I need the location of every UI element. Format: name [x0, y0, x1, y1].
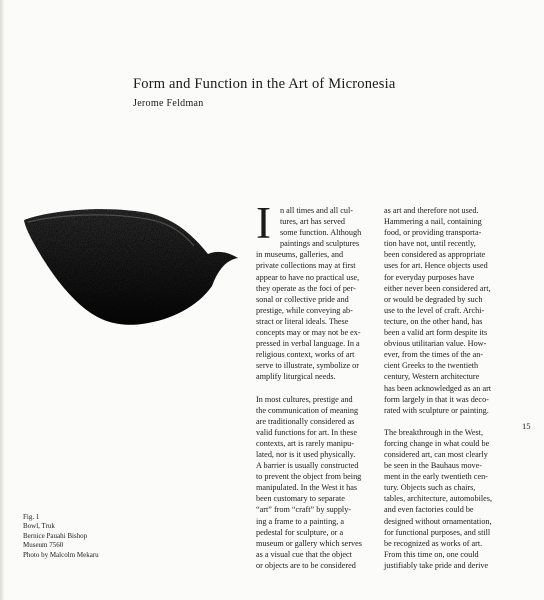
- text-line: “art” from “craft” by supply-: [256, 505, 352, 515]
- text-line: justifiably take pride and derive: [384, 560, 489, 570]
- paragraph: [256, 394, 374, 572]
- text-line: prestige, while conveying ab-: [256, 305, 353, 315]
- page-edge: [0, 0, 5, 600]
- text-line: museum or gallery which serves: [256, 538, 362, 548]
- text-line: private collections may at first: [256, 261, 356, 271]
- caption-line: Bowl, Truk: [23, 522, 55, 531]
- text-line: be recognized as works of art.: [384, 538, 483, 548]
- paragraph: [384, 427, 502, 571]
- text-line: has been acknowledged as an art: [384, 383, 492, 393]
- text-line: tures, art has served: [280, 217, 346, 227]
- text-line: the communication of meaning: [256, 405, 359, 415]
- text-line: contexts, art is rarely manipu-: [256, 438, 354, 448]
- caption-line: Bernice Pauahi Bishop: [23, 531, 88, 540]
- text-line: some function. Although: [280, 228, 362, 238]
- paragraph: [256, 249, 374, 382]
- paragraph-gap: [384, 416, 502, 427]
- text-line: n all times and all cul-: [280, 206, 353, 215]
- text-column-left: [256, 205, 374, 571]
- text-line: appear to have no practical use,: [256, 272, 360, 282]
- article-title: Form and Function in the Art of Micronesia: [133, 76, 396, 92]
- text-line: and even factories could be: [384, 505, 474, 515]
- caption-line: Photo by Malcolm Mekaru: [23, 550, 99, 559]
- text-line: ing a frame to a painting, a: [256, 516, 344, 526]
- text-line: stract or literal ideals. These: [256, 316, 349, 326]
- text-line: religious context, works of art: [256, 350, 355, 360]
- text-line: serve to illustrate, symbolize or: [256, 361, 359, 371]
- text-line: In most cultures, prestige and: [256, 394, 353, 404]
- text-line: pressed in verbal language. In a: [256, 339, 360, 349]
- text-line: they operate as the foci of per-: [256, 283, 356, 293]
- text-line: food, or providing transporta-: [384, 228, 482, 238]
- text-line: form largely in that it was deco-: [384, 394, 489, 404]
- text-line: obvious utilitarian value. How-: [384, 339, 487, 349]
- text-line: use to the level of craft. Archi-: [384, 305, 485, 315]
- paragraph: [256, 205, 374, 249]
- bowl-photograph: [22, 206, 240, 330]
- figure-caption: [23, 513, 163, 560]
- text-line: rated with sculpture or painting.: [384, 405, 489, 415]
- text-line: The breakthrough in the West,: [384, 427, 484, 437]
- text-line: or would be degraded by such: [384, 294, 483, 304]
- caption-line: Fig. 1: [23, 513, 40, 521]
- text-line: pedestal for sculpture, or a: [256, 527, 344, 537]
- text-line: paintings and sculptures: [280, 239, 360, 249]
- text-line: to prevent the object from being: [256, 472, 362, 482]
- text-line: manipulated. In the West it has: [256, 483, 358, 493]
- text-line: From this time on, one could: [384, 549, 479, 559]
- text-line: for everyday purposes have: [384, 272, 475, 282]
- text-line: ever, from the times of the an-: [384, 350, 484, 360]
- text-line: cient Greeks to the twentieth: [384, 361, 479, 371]
- text-line: valid functions for art. In these: [256, 427, 357, 437]
- text-line: concepts may or may not be ex-: [256, 328, 361, 338]
- text-line: considered art, can most clearly: [384, 449, 488, 459]
- text-line: century, Western architecture: [384, 372, 480, 382]
- text-line: been considered as appropriate: [384, 250, 486, 260]
- text-line: been customary to separate: [256, 494, 345, 504]
- text-line: tury. Objects such as chairs,: [384, 483, 476, 493]
- text-line: as a visual cue that the object: [256, 549, 352, 559]
- article-author: Jerome Feldman: [133, 98, 204, 109]
- text-line: A barrier is usually constructed: [256, 461, 359, 471]
- text-line: in museums, galleries, and: [256, 250, 344, 260]
- text-line: either never been considered art,: [384, 283, 491, 293]
- text-line: tion have not, until recently,: [384, 239, 476, 249]
- text-line: ment in the early twentieth cen-: [384, 472, 488, 482]
- text-line: for functional purposes, and still: [384, 527, 491, 537]
- page-number: 15: [522, 421, 531, 431]
- paragraph-gap: [256, 383, 374, 394]
- text-column-right: [384, 205, 502, 571]
- text-line: as art and therefore not used.: [384, 206, 479, 215]
- paragraph: [384, 205, 502, 416]
- text-line: or objects are to be considered: [256, 560, 356, 570]
- text-line: forcing change in what could be: [384, 438, 490, 448]
- text-line: sonal or collective pride and: [256, 294, 349, 304]
- text-line: uses for art. Hence objects used: [384, 261, 488, 271]
- text-line: tables, architecture, automobiles,: [384, 494, 492, 504]
- text-line: amplify liturgical needs.: [256, 372, 336, 382]
- caption-line: Museum 7560: [23, 541, 64, 550]
- text-line: designed without ornamentation,: [384, 516, 492, 526]
- text-line: Hammering a nail, containing: [384, 217, 482, 227]
- text-line: tecture, on the other hand, has: [384, 316, 483, 326]
- text-line: been a valid art form despite its: [384, 328, 488, 338]
- text-line: be seen in the Bauhaus move-: [384, 461, 482, 471]
- text-line: lated, nor is it used physically.: [256, 449, 356, 459]
- drop-cap: I: [256, 198, 271, 248]
- text-line: are traditionally considered as: [256, 416, 355, 426]
